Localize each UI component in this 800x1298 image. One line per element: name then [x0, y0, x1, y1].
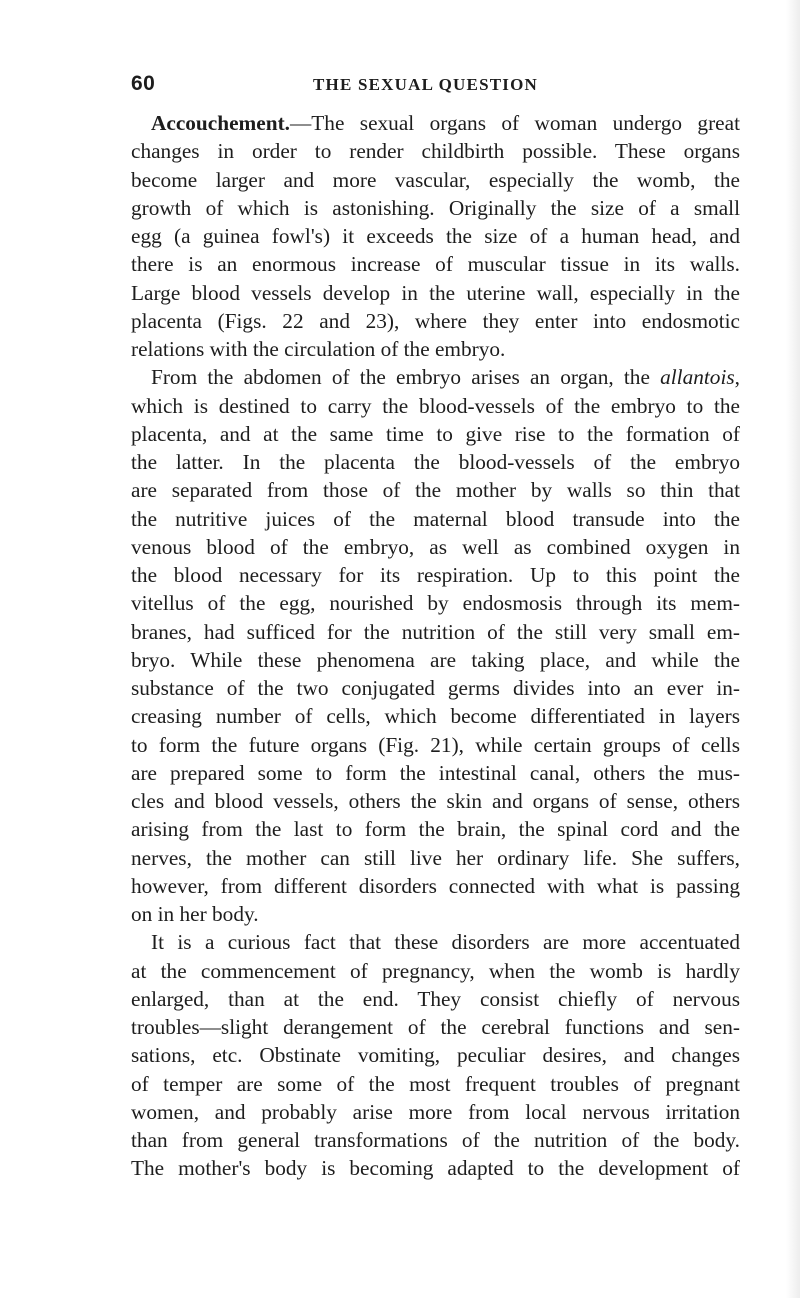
text-line: changes in order to render childbirth possible. These organs — [131, 139, 740, 164]
text-line: however, from different disorders connected with what is passing — [131, 873, 740, 898]
text-line: It is a curious fact that these disorders are more accentuated — [151, 930, 740, 955]
text-line: enlarged, than at the end. They consist chiefly of nervous — [131, 986, 740, 1011]
text-line: egg (a guinea fowl's) it exceeds the size of a human head, and — [131, 224, 740, 248]
text-line: are prepared some to form the intestinal canal, others the mus- — [131, 760, 740, 785]
text-line: of temper are some of the most frequent troubles of pregnant — [131, 1071, 740, 1096]
text-line: nerves, the mother can still live her ordinary life. She suffers, — [131, 845, 740, 870]
page-number: 60 — [131, 72, 156, 95]
text-line — [131, 109, 740, 137]
page-edge-shadow — [786, 0, 800, 1298]
text-line: to form the future organs (Fig. 21), while certain groups of cells — [131, 732, 740, 757]
text-line: than from general transformations of the nutrition of the body. — [131, 1128, 740, 1152]
paragraph — [131, 363, 740, 928]
text-line: creasing number of cells, which become differentiated in layers — [131, 704, 740, 729]
paragraph — [131, 928, 740, 1182]
text-line: placenta (Figs. 22 and 23), where they enter into endosmotic — [131, 308, 740, 333]
text-line: become larger and more vascular, especially the womb, the — [131, 167, 740, 192]
text-line: growth of which is astonishing. Originally the size of a small — [131, 195, 740, 220]
text-line: The mother's body is becoming adapted to the development of — [131, 1156, 740, 1181]
text-line: vitellus of the egg, nourished by endosmosis through its mem- — [131, 591, 740, 616]
text-line: venous blood of the embryo, as well as combined oxygen in — [131, 534, 740, 559]
body-text — [131, 109, 740, 1183]
text-line: arising from the last to form the brain, the spinal cord and the — [131, 817, 740, 842]
text-line: sations, etc. Obstinate vomiting, peculiar desires, and changes — [131, 1043, 740, 1068]
italic-term: allantois — [660, 365, 735, 390]
text-line: From the abdomen of the embryo arises an organ, the allantois, — [151, 365, 740, 390]
text-line: cles and blood vessels, others the skin and organs of sense, others — [131, 789, 740, 813]
text-line: at the commencement of pregnancy, when the womb is hardly — [131, 958, 740, 983]
text-line: branes, had sufficed for the nutrition of the still very small em- — [131, 619, 740, 644]
running-head — [131, 70, 740, 100]
text-line: there is an enormous increase of muscular tissue in its walls. — [131, 252, 740, 277]
text-line: women, and probably arise more from local nervous irritation — [131, 1099, 740, 1124]
text-line: the blood necessary for its respiration. Up to this point the — [131, 563, 740, 587]
text-line: which is destined to carry the blood-vessels of the embryo to the — [131, 393, 740, 418]
text-line: are separated from those of the mother by walls so thin that — [131, 478, 740, 503]
text-line: the nutritive juices of the maternal blood transude into the — [131, 506, 740, 531]
paragraph — [131, 109, 740, 363]
running-title: THE SEXUAL QUESTION — [313, 75, 538, 94]
section-heading: Accouchement. — [151, 111, 290, 135]
text-line: troubles—slight derangement of the cerebral functions and sen- — [131, 1015, 740, 1039]
text-line: on in her body. — [131, 902, 259, 926]
text-line: bryo. While these phenomena are taking place, and while the — [131, 647, 740, 672]
text-line: substance of the two conjugated germs divides into an ever in- — [131, 676, 740, 700]
text-line: Large blood vessels develop in the uterine wall, especially in the — [131, 280, 740, 305]
text-line: relations with the circulation of the embryo. — [131, 337, 506, 361]
text-line-rest: —The sexual organs of woman undergo great — [289, 111, 740, 135]
text-line: placenta, and at the same time to give rise to the formation of — [131, 421, 740, 446]
text-line: the latter. In the placenta the blood-vessels of the embryo — [131, 450, 740, 474]
